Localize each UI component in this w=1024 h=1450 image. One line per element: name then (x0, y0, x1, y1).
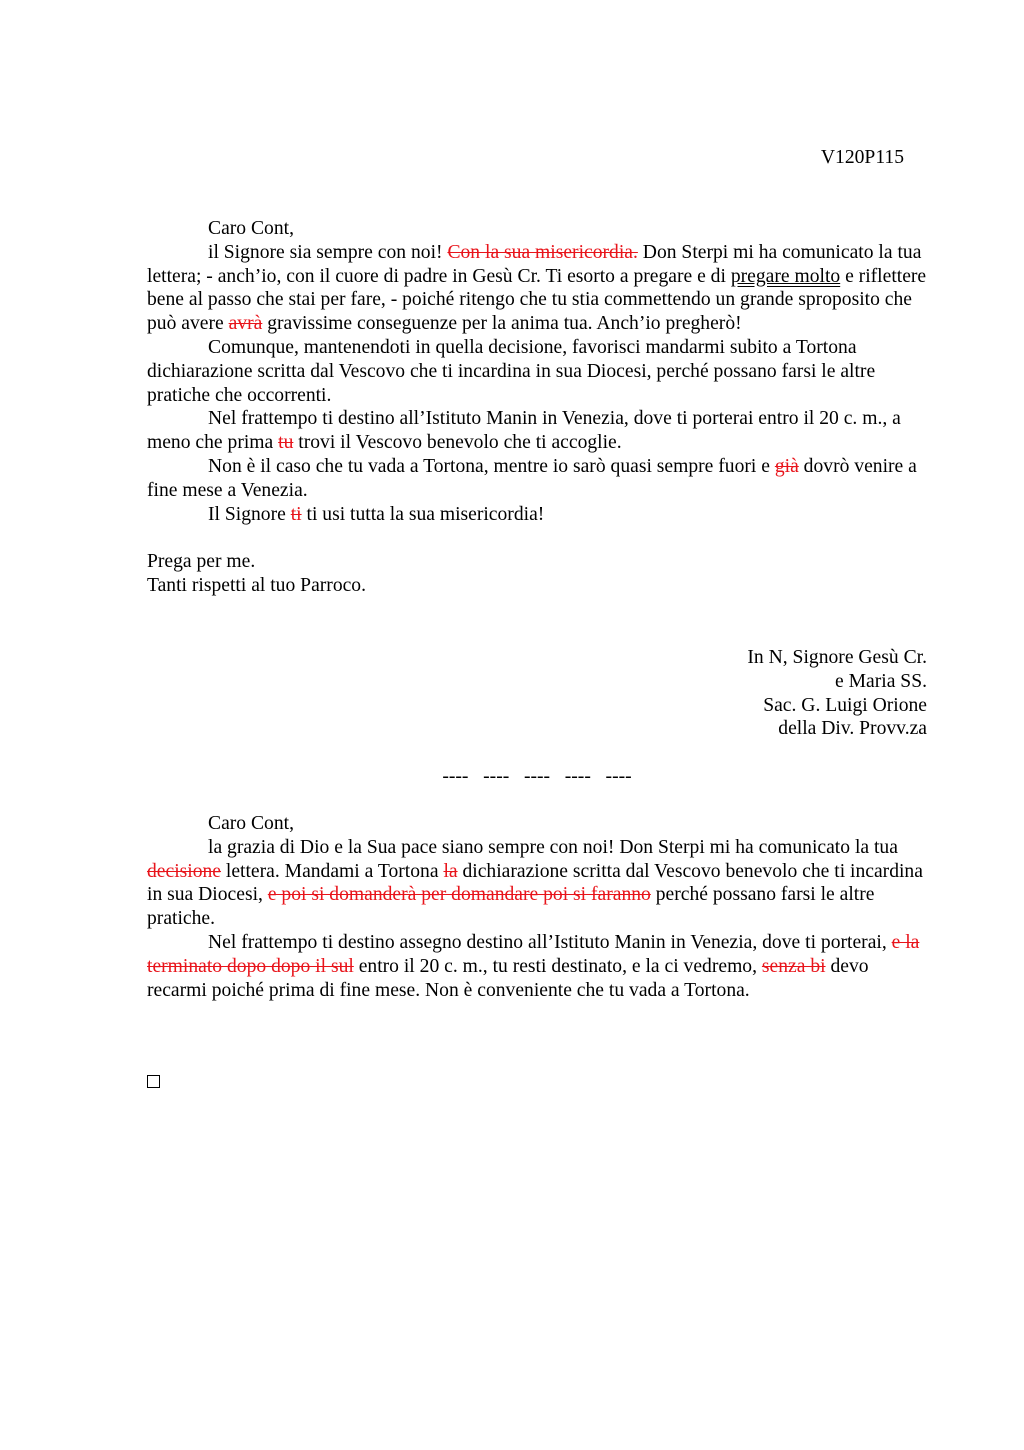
deleted-text: avrà (228, 313, 263, 335)
deleted-text: già (774, 455, 799, 477)
signature-line-3: Sac. G. Luigi Orione (763, 694, 927, 716)
signature-line-1: In N, Signore Gesù Cr. (747, 647, 927, 668)
deleted-text: decisione (147, 860, 221, 882)
letter-1-paragraph-5: Il Signore ti ti usi tutta la sua misericordia! (208, 503, 545, 525)
section-separator: ---- ---- ---- ---- ---- (442, 766, 632, 787)
document-reference: V120P115 (820, 147, 904, 168)
signature-line-2: e Maria SS. (835, 670, 927, 692)
blank-line (147, 526, 932, 550)
deleted-text: ti (290, 503, 302, 525)
letter-1-closing-2: Tanti rispetti al tuo Parroco. (147, 574, 367, 596)
deleted-text: tu (278, 432, 294, 454)
signature-line-4: della Div. Provv.za (778, 718, 927, 740)
letter-1-paragraph-3: Nel frattempo ti destino all’Istituto Manin in Venezia, dove ti porterai entro il 20 c. m., a meno che prima tu trovi il Vescovo benevolo che ti accoglie. (147, 408, 901, 454)
letter-1 (147, 217, 932, 598)
letter-1-paragraph-2: Comunque, mantenendoti in quella decisione, favorisci mandarmi subito a Tortona dichiarazione scritta dal Vescovo che ti incardina in sua Diocesi, perché possano farsi le altre pratiche che occorrenti. (147, 336, 876, 406)
letter-2-salutation: Caro Cont, (208, 813, 294, 834)
double-underlined-text: pregare molto (730, 265, 841, 287)
letter-1-salutation: Caro Cont, (208, 218, 294, 239)
letter-2-paragraph-2: Nel frattempo ti destino assegno destino all’Istituto Manin in Venezia, dove ti porterai, e la terminato dopo dopo il sul entro il 20 c. m., tu resti destinato, e la ci vedremo, senza bi devo recarmi poiché prima di fine mese. Non è conveniente che tu vada a Tortona. (147, 931, 920, 1001)
letter-2-paragraph-1: la grazia di Dio e la Sua pace siano sempre con noi! Don Sterpi mi ha comunicato la tua decisione lettera. Mandami a Tortona la dichiarazione scritta dal Vescovo benevolo che ti incardina in sua Diocesi, e poi si domanderà per domandare poi si faranno perché possano farsi le altre pratiche. (147, 836, 923, 930)
letter-2 (147, 812, 932, 1002)
signature-block (747, 646, 927, 741)
deleted-text: e poi si domanderà per domandare poi si faranno (267, 884, 651, 906)
checkbox-square (147, 1075, 160, 1088)
deleted-text: e la terminato dopo dopo il sul (147, 931, 920, 977)
letter-1-paragraph-4: Non è il caso che tu vada a Tortona, mentre io sarò quasi sempre fuori e già dovrò venire a fine mese a Venezia. (147, 455, 917, 501)
deleted-text: senza bi (761, 955, 826, 977)
letter-1-closing-1: Prega per me. (147, 551, 256, 573)
letter-1-paragraph-1: il Signore sia sempre con noi! Con la sua misericordia. Don Sterpi mi ha comunicato la tua lettera; - anch’io, con il cuore di padre in Gesù Cr. Ti esorto a pregare e di pregare molto e riflettere bene al passo che stai per fare, - poiché ritengo che tu stia commettendo un grande sproposito che può avere avrà gravissime conseguenze per la anima tua. Anch’io pregherò! (147, 241, 927, 335)
deleted-text: la (443, 860, 458, 882)
deleted-text: Con la sua misericordia. (447, 241, 638, 263)
